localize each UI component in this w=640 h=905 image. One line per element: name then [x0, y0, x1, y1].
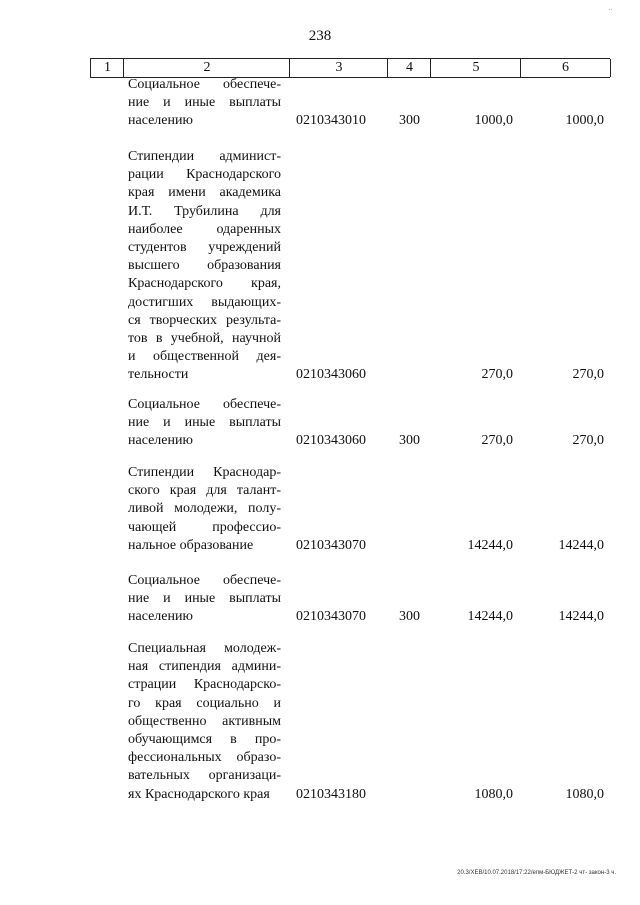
row-value-col5: 270,0 [481, 433, 513, 449]
description-line: достигших выдающих- [128, 294, 281, 310]
description-line: Стипендии Краснодар- [128, 465, 281, 480]
row-description [128, 148, 281, 385]
footer-stamp: 20.3/ХЕВ/10.07.2018/17:22/епм-БЮДЖЕТ-2 чт- закон-3 ч. [457, 870, 616, 876]
description-line: И.Т. Трубилина для [128, 203, 281, 219]
row-description [128, 396, 281, 451]
description-line: Специальная молодеж- [128, 641, 281, 656]
row-description [128, 464, 281, 555]
description-line: наиболее одаренных [128, 221, 281, 237]
description-line: ние и иные выплаты [128, 95, 281, 111]
description-line: высшего образования [128, 258, 281, 274]
description-line: страции Краснодарско- [128, 677, 281, 693]
description-line: рации Краснодарского [128, 167, 281, 183]
row-value-col5: 14244,0 [467, 609, 513, 625]
description-line: общественно активным [128, 713, 281, 729]
header-col-4: 4 [387, 59, 431, 77]
row-value-col6: 270,0 [572, 367, 604, 383]
description-line: фессиональных образо- [128, 750, 281, 766]
row-code: 0210343010 [296, 113, 366, 129]
row-description [128, 640, 281, 804]
row-value-col6: 1080,0 [565, 786, 604, 802]
description-line: ся творческих результа- [128, 312, 281, 328]
description-line: населению [128, 433, 193, 449]
description-line: обучающимся в про- [128, 732, 281, 748]
corner-mark: .. [608, 6, 612, 12]
row-value-col5: 270,0 [481, 367, 513, 383]
description-line: Стипендии админист- [128, 149, 281, 164]
header-col-5: 5 [430, 59, 521, 77]
row-code: 0210343180 [296, 786, 366, 802]
description-line: ливой молодежи, полу- [128, 501, 281, 517]
description-line: тов в учебной, научной [128, 331, 281, 347]
row-value-col6: 270,0 [572, 433, 604, 449]
row-code: 0210343070 [296, 537, 366, 553]
row-expense-type: 300 [399, 609, 420, 625]
row-description [128, 76, 281, 131]
row-expense-type: 300 [399, 433, 420, 449]
description-line: Краснодарского края, [128, 276, 281, 292]
row-code: 0210343060 [296, 433, 366, 449]
description-line: ние и иные выплаты [128, 415, 281, 431]
row-code: 0210343070 [296, 609, 366, 625]
row-value-col6: 14244,0 [558, 537, 604, 553]
header-col-2: 2 [123, 59, 290, 77]
description-line: Социальное обеспече- [128, 397, 281, 412]
row-description [128, 572, 281, 627]
row-value-col6: 1000,0 [565, 113, 604, 129]
description-line: Социальное обеспече- [128, 573, 281, 588]
description-line: ского края для талант- [128, 483, 281, 499]
description-line: населению [128, 609, 193, 625]
description-line: ние и иные выплаты [128, 591, 281, 607]
description-line: Социальное обеспече- [128, 77, 281, 92]
row-expense-type: 300 [399, 113, 420, 129]
description-line: вательных организаци- [128, 768, 281, 784]
header-col-1: 1 [90, 59, 124, 77]
description-line: края имени академика [128, 185, 281, 201]
description-line: чающей профессио- [128, 519, 281, 535]
description-line: тельности [128, 367, 189, 383]
page-number: 238 [308, 28, 332, 44]
header-col-3: 3 [289, 59, 388, 77]
table-header [90, 58, 610, 78]
description-line: и общественной дея- [128, 349, 281, 365]
description-line: ная стипендия админи- [128, 659, 281, 675]
row-value-col6: 14244,0 [558, 609, 604, 625]
description-line: населению [128, 113, 193, 129]
header-col-6: 6 [520, 59, 611, 77]
row-value-col5: 1000,0 [474, 113, 513, 129]
description-line: нальное образование [128, 537, 254, 553]
row-value-col5: 14244,0 [467, 537, 513, 553]
description-line: го края социально и [128, 695, 281, 711]
description-line: ях Краснодарского края [128, 786, 270, 802]
row-value-col5: 1080,0 [474, 786, 513, 802]
row-code: 0210343060 [296, 367, 366, 383]
description-line: студентов учреждений [128, 240, 281, 256]
